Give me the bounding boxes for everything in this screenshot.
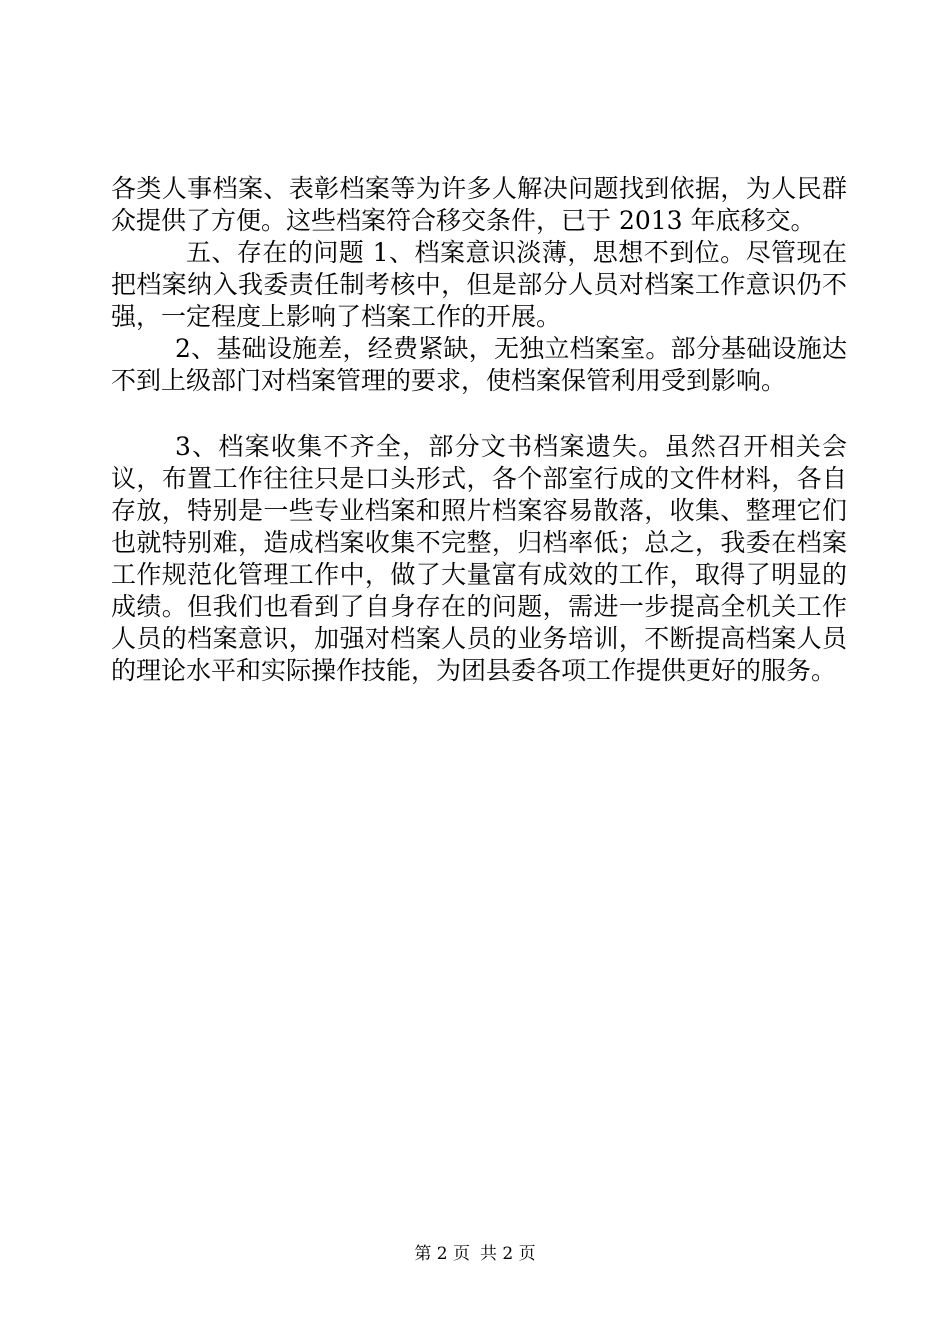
paragraph-2: 五、存在的问题 1、档案意识淡薄，思想不到位。尽管现在把档案纳入我委责任制考核中，但是部分人员对档案工作意识仍不强，一定程度上影响了档案工作的开展。 — [111, 238, 847, 331]
page-footer — [0, 1243, 950, 1265]
total-pages: 共 2 页 — [480, 1244, 536, 1264]
paragraph-4: 3、档案收集不齐全，部分文书档案遗失。虽然召开相关会议，布置工作往往只是口头形式，各个部室行成的文件材料，各自存放，特别是一些专业档案和照片档案容易散落，收集、整理它们也就特别难，造成档案收集不完整，归档率低；总之，我委在档案工作规范化管理工作中，做了大量富有成效的工作，取得了明显的成绩。但我们也看到了自身存在的问题，需进一步提高全机关工作人员的档案意识，加强对档案人员的业务培训，不断提高档案人员的理论水平和实际操作技能，为团县委各项工作提供更好的服务。 — [111, 432, 847, 685]
page-number: 第 2 页 — [414, 1244, 470, 1264]
document-body — [111, 173, 847, 687]
paragraph-3: 2、基础设施差，经费紧缺，无独立档案室。部分基础设施达不到上级部门对档案管理的要求，使档案保管利用受到影响。 — [111, 334, 847, 395]
paragraph-1: 各类人事档案、表彰档案等为许多人解决问题找到依据，为人民群众提供了方便。这些档案符合移交条件，已于 2013 年底移交。 — [111, 174, 847, 235]
